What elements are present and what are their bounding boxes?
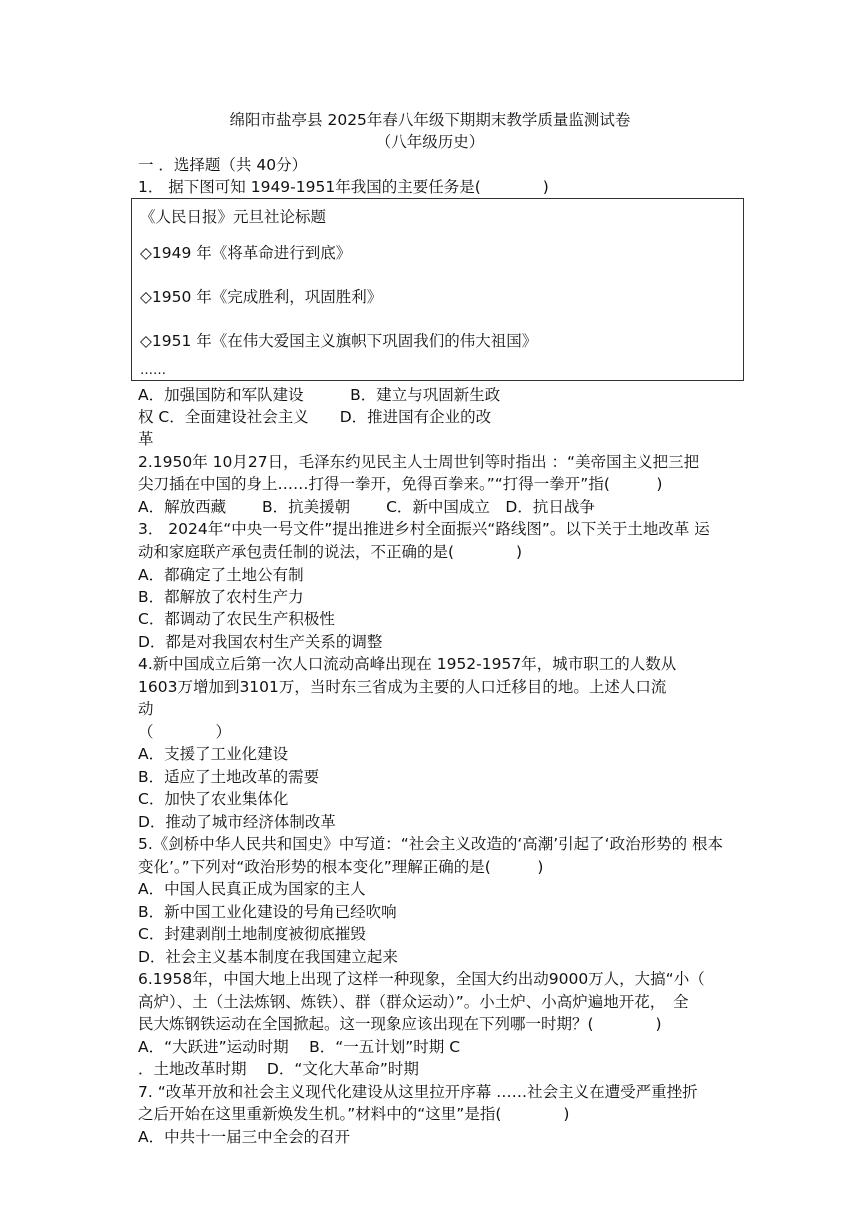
question-4-stem-line-3: 动	[138, 700, 154, 718]
question-4-stem-line-1: 4.新中国成立后第一次人口流动高峰出现在 1952-1957年，城市职工的人数从	[138, 655, 677, 673]
question-6-options-line-1: A．“大跃进”运动时期 B．“一五计划”时期 C	[138, 1038, 461, 1056]
question-3-option-a: A．都确定了土地公有制	[138, 566, 304, 584]
question-7-option-a: A．中共十一届三中全会的召开	[138, 1128, 351, 1146]
question-5-option-c: C．封建剥削土地制度被彻底摧毁	[138, 925, 366, 943]
question-4-option-d: D．推动了城市经济体制改革	[138, 813, 336, 831]
material-box-line-1950: ◇1950 年《完成胜利，巩固胜利》	[140, 288, 383, 306]
question-6-stem-line-2: 高炉）、土（土法炼钢、炼铁）、群（群众运动）”。小土炉、小高炉遍地开花， 全	[138, 993, 689, 1011]
question-6-stem-line-1: 6.1958年，中国大地上出现了这样一种现象，全国大约出动9000万人，大搞“小（	[138, 970, 705, 988]
question-5-stem-line-2: 变化’。”下列对“政治形势的根本变化”理解正确的是( )	[138, 858, 544, 876]
question-6-options-line-2: ．土地改革时期 D．“文化大革命”时期	[138, 1060, 419, 1078]
question-2-stem-line-1: 2.1950年 10月27日，毛泽东约见民主人士周世钊等时指出 ：“美帝国主义把三把	[138, 453, 700, 471]
question-4-answer-blank: （ ）	[138, 723, 232, 741]
section-heading: 一 ．选择题（共 40分）	[138, 156, 308, 174]
question-2-stem-line-2: 尖刀插在中国的身上……打得一拳开，免得百拳来。”“打得一拳开”指( )	[138, 475, 663, 493]
question-3-option-d: D．都是对我国农村生产关系的调整	[138, 633, 383, 651]
question-1-options-line-3: 革	[138, 430, 154, 448]
question-5-stem-line-1: 5.《剑桥中华人民共和国史》中写道：“社会主义改造的‘高潮’引起了‘政治形势的 根本	[138, 835, 724, 853]
question-4-option-b: B．适应了土地改革的需要	[138, 768, 320, 786]
question-3-option-b: B．都解放了农村生产力	[138, 588, 304, 606]
question-3-stem-line-1: 3． 2024年“中央一号文件”提出推进乡村全面振兴“路线图”。以下关于土地改革 运	[138, 520, 710, 538]
question-1-stem: 1． 据下图可知 1949-1951年我国的主要任务是( )	[138, 178, 549, 196]
material-box-line-1949: ◇1949 年《将革命进行到底》	[140, 244, 352, 262]
exam-title: 绵阳市盐亭县 2025年春八年级下期期末教学质量监测试卷	[229, 111, 631, 129]
exam-subtitle: （八年级历史）	[375, 133, 485, 151]
question-1-options-line-2: 权 C．全面建设社会主义 D．推进国有企业的改	[138, 408, 492, 426]
question-2-options: A．解放西藏 B．抗美援朝 C．新中国成立 D．抗日战争	[138, 498, 595, 516]
question-5-option-d: D．社会主义基本制度在我国建立起来	[138, 948, 398, 966]
question-6-stem-line-3: 民大炼钢铁运动在全国掀起。这一现象应该出现在下列哪一时期？( )	[138, 1015, 662, 1033]
question-1-material-box	[131, 198, 744, 381]
material-box-line-1951: ◇1951 年《在伟大爱国主义旗帜下巩固我们的伟大祖国》	[140, 332, 538, 350]
material-box-ellipsis: ……	[140, 363, 166, 378]
question-4-option-a: A．支援了工业化建设	[138, 745, 289, 763]
question-5-option-a: A．中国人民真正成为国家的主人	[138, 880, 366, 898]
material-box-title: 《人民日报》元旦社论标题	[140, 208, 327, 226]
question-1-options-line-1: A．加强国防和军队建设 B．建立与巩固新生政	[138, 386, 501, 404]
question-4-stem-line-2: 1603万增加到3101万，当时东三省成为主要的人口迁移目的地。上述人口流	[138, 678, 667, 696]
question-7-stem-line-1: 7. “改革开放和社会主义现代化建设从这里拉开序幕 ……社会主义在遭受严重挫折	[138, 1083, 698, 1101]
question-5-option-b: B．新中国工业化建设的号角已经吹响	[138, 903, 397, 921]
question-4-option-c: C．加快了农业集体化	[138, 790, 289, 808]
question-3-stem-line-2: 动和家庭联产承包责任制的说法，不正确的是( )	[138, 543, 523, 561]
question-7-stem-line-2: 之后开始在这里重新焕发生机。”材料中的“这里”是指( )	[138, 1105, 570, 1123]
question-3-option-c: C．都调动了农民生产积极性	[138, 610, 335, 628]
